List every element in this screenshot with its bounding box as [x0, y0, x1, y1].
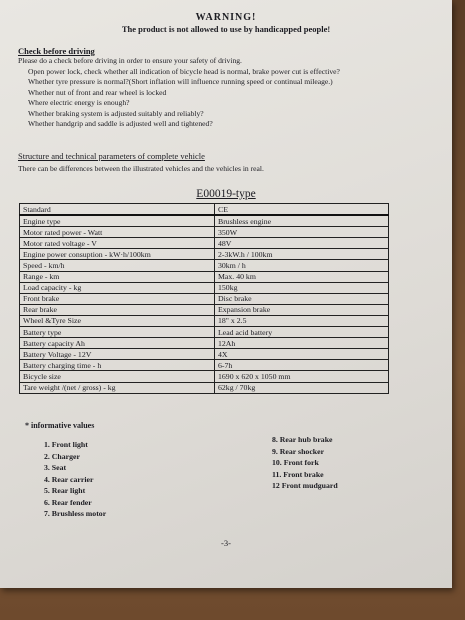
check-list	[28, 67, 340, 129]
spec-label: Range - km	[20, 271, 215, 282]
part-item: 4. Rear carrier	[44, 474, 94, 484]
spec-label: Motor rated voltage - V	[20, 238, 215, 249]
structure-heading: Structure and technical parameters of complete vehicle	[18, 151, 205, 161]
check-item: Whether nut of front and rear wheel is locked	[28, 87, 167, 97]
specs-table	[19, 203, 389, 394]
part-item: 12 Front mudguard	[272, 481, 338, 490]
spec-value: 150kg	[215, 282, 389, 293]
spec-value: 350W	[215, 227, 389, 238]
spec-label: Bicycle size	[20, 371, 215, 382]
spec-label: Battery Voltage - 12V	[20, 349, 215, 360]
spec-label: Battery type	[20, 327, 215, 338]
part-item: 8. Rear hub brake	[272, 435, 333, 444]
check-item: Where electric energy is enough?	[28, 98, 130, 108]
part-item: 3. Seat	[44, 463, 67, 472]
spec-value: 30km / h	[215, 260, 389, 271]
spec-value: 6-7h	[215, 360, 389, 371]
spec-label: Engine power consuption - kW·h/100km	[20, 249, 215, 260]
check-heading: Check before driving	[18, 46, 95, 56]
check-item: Whether handgrip and saddle is adjusted well and tightened?	[28, 118, 213, 128]
part-item: 11. Front brake	[272, 469, 324, 479]
spec-value: 48V	[215, 238, 389, 249]
page-number: -3-	[221, 538, 231, 548]
spec-label: Front brake	[20, 293, 215, 304]
part-item: 2. Charger	[44, 451, 80, 461]
spec-label: Speed - km/h	[20, 260, 215, 271]
warning-title: WARNING!	[195, 12, 257, 23]
spec-value: 1690 x 620 x 1050 mm	[215, 371, 389, 382]
spec-label: Motor rated power - Watt	[20, 227, 215, 238]
spec-value: 62kg / 70kg	[215, 382, 389, 393]
spec-label: Engine type	[20, 215, 215, 227]
spec-value: CE	[215, 204, 389, 216]
spec-value: Disc brake	[215, 293, 389, 304]
spec-value: Max. 40 km	[215, 271, 389, 282]
spec-label: Wheel &Tyre Size	[20, 315, 215, 326]
model-title: E00019-type	[196, 188, 256, 200]
check-item: Open power lock, check whether all indication of bicycle head is normal, brake power cut is effective?	[28, 67, 340, 76]
spec-value: 2-3kW.h / 100km	[215, 249, 389, 260]
parts-list-right	[272, 435, 338, 493]
part-item: 10. Front fork	[272, 458, 319, 467]
part-item: 7. Brushless motor	[44, 509, 107, 518]
spec-label: Rear brake	[20, 304, 215, 315]
spec-value: Expansion brake	[215, 304, 389, 315]
spec-value: Lead acid battery	[215, 327, 389, 338]
spec-value: 12Ah	[215, 338, 389, 349]
check-item: Whether braking system is adjusted suitably and reliably?	[28, 108, 204, 118]
spec-label: Battery charging time - h	[20, 360, 215, 371]
spec-value: 4X	[215, 349, 389, 360]
part-item: 1. Front light	[44, 440, 88, 449]
spec-label: Standard	[20, 204, 215, 216]
part-item: 6. Rear fender	[44, 497, 92, 507]
part-item: 9. Rear shocker	[272, 446, 325, 456]
warning-subtitle: The product is not allowed to use by handicapped people!	[121, 24, 331, 34]
part-item: 5. Rear light	[44, 486, 86, 495]
spec-label: Tare weight /(net / gross) - kg	[20, 382, 215, 393]
informative-note: * informative values	[25, 421, 95, 430]
check-item: Whether tyre pressure is normal?(Short inflation will influence running speed or continual mileage.)	[28, 77, 333, 87]
check-intro: Please do a check before driving in order to ensure your safety of driving.	[18, 56, 242, 65]
parts-list-left	[44, 440, 106, 521]
spec-label: Battery capacity Ah	[20, 338, 215, 349]
spec-label: Load capacity - kg	[20, 282, 215, 293]
structure-intro: There can be differences between the illustrated vehicles and the vehicles in real.	[18, 164, 264, 173]
spec-value: Brushless engine	[215, 215, 389, 227]
spec-value: 18" x 2.5	[215, 315, 389, 326]
